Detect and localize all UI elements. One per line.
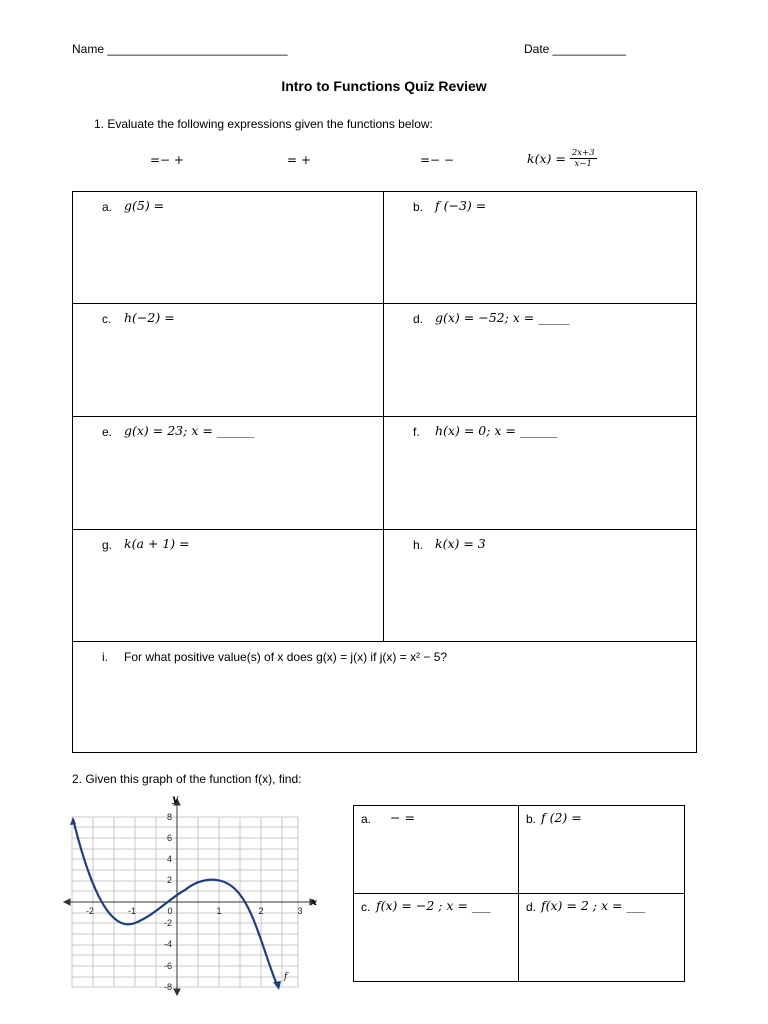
- answer-cell-a[interactable]: [73, 192, 384, 304]
- q2-answer-cell-d[interactable]: [519, 894, 684, 981]
- cell-label: c.: [361, 900, 371, 914]
- cell-label: d.: [526, 900, 537, 914]
- question-2-answer-grid: [353, 805, 685, 982]
- page-title: Intro to Functions Quiz Review: [281, 78, 487, 94]
- function-g-definition: = +: [287, 153, 311, 167]
- x-tick-label: 2: [258, 906, 264, 916]
- x-tick-label: -2: [85, 906, 95, 916]
- answer-cell-c[interactable]: [73, 304, 384, 417]
- y-tick-label: -4: [163, 939, 172, 949]
- date-field[interactable]: Date ___________: [524, 42, 627, 56]
- answer-cell-e[interactable]: [73, 417, 384, 530]
- y-tick-label: 6: [166, 833, 172, 843]
- cell-expression: h(x) = 0; x = ______: [435, 423, 558, 438]
- cell-label: a.: [361, 812, 372, 826]
- x-tick-label: 3: [297, 906, 303, 916]
- cell-expression: h(−2) =: [124, 310, 175, 325]
- y-tick-label: 4: [166, 854, 172, 864]
- answer-cell-h[interactable]: [384, 530, 696, 642]
- cell-expression: k(x) = 3: [435, 536, 486, 551]
- cell-expression: f(x) = −2 ; x = ___: [376, 898, 491, 913]
- cell-label: a.: [102, 200, 113, 214]
- cell-expression: k(a + 1) =: [124, 536, 190, 551]
- cell-expression: f (2) =: [541, 810, 582, 825]
- function-k-denominator: x−1: [574, 159, 592, 169]
- cell-expression: g(5) =: [124, 198, 165, 213]
- cell-label: b.: [413, 200, 424, 214]
- cell-expression: g(x) = 23; x = ______: [124, 423, 255, 438]
- q2-answer-cell-b[interactable]: [519, 806, 684, 894]
- cell-label: e.: [102, 425, 113, 439]
- cell-label: h.: [413, 538, 424, 552]
- curve-arrow-end-icon: [273, 981, 281, 990]
- function-h-definition: =− −: [420, 153, 454, 167]
- question-1-answer-grid: [72, 191, 697, 753]
- cell-expression: − =: [390, 810, 415, 825]
- y-tick-label: 8: [166, 812, 172, 822]
- x-axis-label: x: [311, 897, 317, 908]
- function-f-definition: =− +: [150, 153, 184, 167]
- answer-cell-d[interactable]: [384, 304, 696, 417]
- cell-expression: g(x) = −52; x = _____: [435, 310, 570, 325]
- cell-label: d.: [413, 312, 424, 326]
- q2-answer-cell-c[interactable]: [354, 894, 519, 981]
- function-k-lhs: k(x) =: [527, 151, 566, 166]
- cell-expression: f (−3) =: [435, 198, 487, 213]
- function-k-fraction: [570, 148, 597, 169]
- cell-label: f.: [413, 425, 420, 439]
- name-field[interactable]: Name ___________________________: [72, 42, 288, 56]
- function-k-numerator: 2x+3: [571, 148, 595, 158]
- answer-cell-i[interactable]: [73, 642, 696, 752]
- cell-expression: f(x) = 2 ; x = ___: [541, 898, 646, 913]
- function-f-graph: [60, 793, 322, 999]
- y-tick-label: -6: [163, 961, 172, 971]
- question-2-prompt: 2. Given this graph of the function f(x), find:: [72, 772, 302, 786]
- question-1-prompt: 1. Evaluate the following expressions given the functions below:: [94, 117, 433, 131]
- y-tick-label: -8: [163, 982, 172, 992]
- y-tick-label: 2: [166, 875, 172, 885]
- cell-label: c.: [102, 312, 112, 326]
- curve-label: f: [284, 972, 288, 982]
- cell-expression: For what positive value(s) of x does g(x) = j(x) if j(x) = x² − 5?: [124, 650, 448, 664]
- x-tick-label: 0: [167, 906, 173, 916]
- answer-cell-f[interactable]: [384, 417, 696, 530]
- cell-label: g.: [102, 538, 113, 552]
- answer-cell-g[interactable]: [73, 530, 384, 642]
- cell-label: i.: [102, 650, 108, 664]
- answer-cell-b[interactable]: [384, 192, 696, 304]
- curve-arrow-start-icon: [70, 817, 76, 825]
- function-f-curve: [73, 819, 278, 987]
- y-tick-label: -2: [163, 918, 172, 928]
- cell-label: b.: [526, 812, 537, 826]
- y-axis-label: y: [172, 794, 178, 805]
- x-tick-label: 1: [216, 906, 222, 916]
- x-tick-label: -1: [127, 906, 137, 916]
- q2-answer-cell-a[interactable]: [354, 806, 519, 894]
- function-k-definition: [527, 148, 597, 169]
